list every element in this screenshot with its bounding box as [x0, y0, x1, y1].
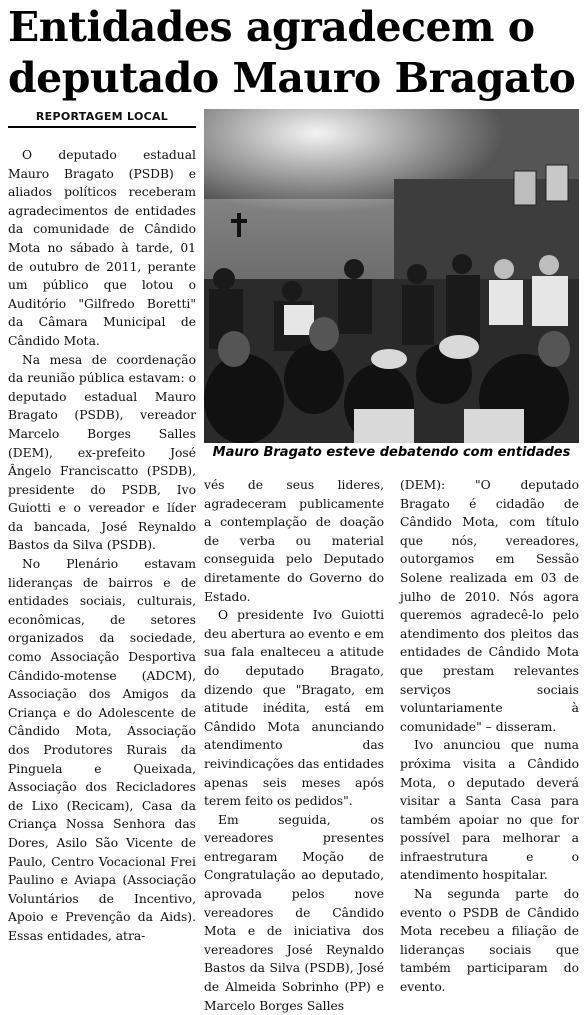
paragraph: Na segunda parte do evento o PSDB de Cândido Mota recebeu a filiação de lideranças sociais que também participaram do evento.: [400, 887, 579, 995]
paragraph: Ivo anunciou que numa próxima visita a Cândido Mota, o deputado deverá visitar a Santa Casa para também apoiar no que for possível para melhorar a infraestrutura e o atendimento hospitalar.: [400, 738, 579, 883]
paragraph: O deputado estadual Mauro Bragato (PSDB) e aliados políticos receberam agradecimentos de entidades da comunidade de Cândido Mota no sábado à tarde, 01 de outubro de 2011, perante um público que lotou o Auditório "Gilfredo Boretti" da Câmara Municipal de Cândido Mota.: [8, 148, 196, 348]
event-photo-image: [204, 109, 579, 443]
article-column-1: [8, 146, 196, 946]
paragraph: Na mesa de coordenação da reunião pública estavam: o deputado estadual Mauro Bragato (PSDB), vereador Marcelo Borges Salles (DEM), ex-prefeito José Ângelo Franciscatto (PSDB), presidente do PSDB, Ivo Guiotti e o vereador e líder da bancada, José Reynaldo Bastos da Silva (PSDB).: [8, 352, 196, 553]
paragraph: (DEM): "O deputado Bragato é cidadão de Cândido Mota, com título que nós, vereadores, outorgamos em Sessão Solene realizada em 03 de julho de 2010. Nós agora queremos agradecê-lo pelo atendimento dos pleitos das entidades de Cândido Mota que prestam relevantes serviços sociais voluntariamente à comunidade" – disseram.: [400, 478, 579, 734]
article-column-2: [204, 476, 384, 1015]
paragraph: No Plenário estavam lideranças de bairros e de entidades sociais, culturais, econômicas, de setores organizados da sociedade, como Associação Desportiva Cândido-motense (ADCM), Associação dos Amigos da Criança e do Adolescente de Cândido Mota, Associação dos Produtores Rurais da Pinguela e Queixada, Associação dos Recicladores de Lixo (Recicam), Casa da Criança Nossa Senhora das Dores, Asilo São Vicente de Paulo, Centro Vocacional Frei Paulino e Aviapa (Associação Voluntários de Incentivo, Apoio e Prevenção da Aids). Essas entidades, atra-: [8, 557, 196, 943]
paragraph: O presidente Ivo Guiotti deu abertura ao evento e em sua fala enalteceu a atitude do deputado Bragato, dizendo que "Bragato, em atitude inédita, está em Cândido Mota anunciando atendimento das reivindicações das entidades apenas seis meses após terem feito os pedidos".: [204, 608, 384, 809]
article-column-3: [400, 476, 579, 997]
event-photo: [204, 109, 579, 443]
paragraph: Em seguida, os vereadores presentes entregaram Moção de Congratulação ao deputado, aprovada pelos nove vereadores de Cândido Mota e de iniciativa dos vereadores José Reynaldo Bastos da Silva (PSDB), José de Almeida Sobrinho (PP) e Marcelo Borges Salles: [204, 812, 384, 1013]
paragraph: vés de seus lideres, agradeceram publicamente a contemplação de doação de verba ou material conseguida pelo Deputado diretamente do Governo do Estado.: [204, 478, 384, 604]
section-kicker: REPORTAGEM LOCAL: [8, 110, 196, 128]
headline: Entidades agradecem o deputado Mauro Bragato: [8, 3, 576, 102]
photo-caption: Mauro Bragato esteve debatendo com entidades: [212, 445, 571, 460]
